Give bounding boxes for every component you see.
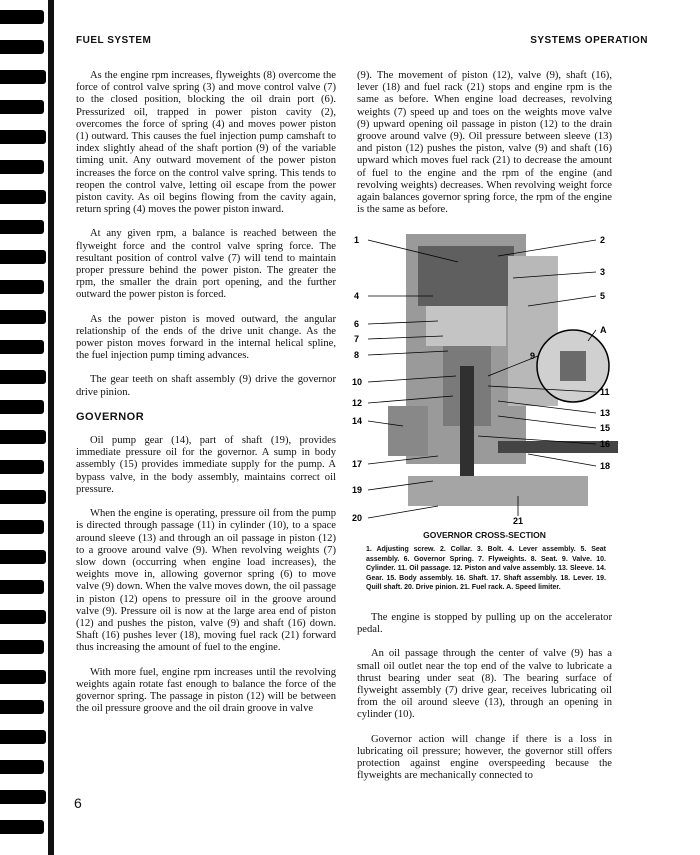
- callout-2: 2: [600, 235, 606, 245]
- paragraph: An oil passage through the center of valve (9) has a small oil outlet near the top end of the valve to lubricate a thrust bearing under seat (8). The bearing surface of flyweight assembly (7) drive gear, receives lubricating oil from the oil around sleeve (13), through an opening in cylinder (10).: [357, 648, 612, 721]
- diagram-flyweight-housing: [418, 246, 514, 306]
- callout-5: 5: [600, 291, 606, 301]
- paragraph: As the power piston is moved outward, the angular relationship of the ends of the drive unit change. As the power piston moves forward in the internal helical spline, the fuel injection pump timing advances.: [76, 313, 336, 362]
- callout-13: 13: [600, 408, 611, 418]
- figure-title: GOVERNOR CROSS-SECTION: [423, 530, 546, 540]
- section-header: FUEL SYSTEM: [76, 35, 152, 46]
- diagram-base: [408, 476, 588, 506]
- callout-21: 21: [513, 516, 524, 526]
- paragraph: With more fuel, engine rpm increases until the revolving weights again rotate fast enough to balance the force of the governor spring. The passage in piston (12) will be between the oil pressure groove and the oil drain groove in valve: [76, 666, 336, 715]
- diagram-piston: [426, 306, 506, 346]
- diagram-valve-shaft: [460, 366, 474, 486]
- callout-1: 1: [354, 235, 360, 245]
- diagram-speed-limiter-inner: [560, 351, 586, 381]
- callout-12: 12: [352, 398, 363, 408]
- paragraph: The engine is stopped by pulling up on the accelerator pedal.: [357, 612, 612, 636]
- paragraph: (9). The movement of piston (12), valve (9), shaft (16), lever (18) and fuel rack (21) stops and engine rpm is the same as before. When engine load decreases, revolving weights (7) speed up and toes on the weights move valve (9) upward opening oil passage in piston (12) to the drain groove around valve (9). Oil pressure between sleeve (13) and piston (12) pushes the piston, valve (9) and shaft (16) upward which moves fuel rack (21) to decrease the amount of fuel to the engine and the rpm of the engine (and revolving weights) decreases. When revolving weight force again balances governor spring force, the rpm of the engine is the same as before.: [357, 70, 612, 216]
- paragraph: The gear teeth on shaft assembly (9) drive the governor drive pinion.: [76, 374, 336, 398]
- paragraph: When the engine is operating, pressure oil from the pump is directed through passage (11) in cylinder (10), to a space around sleeve (13) and through an oil passage in piston (12) to a groove around valve (9). When revolving weights (7) slow down (occurring when engine load increases), the weights move in, allowing governor spring (6) to move valve (9) down. When the valve moves down, the oil passage in piston (12) opens to pressure oil in the groove around valve (9). Pressure oil is now at the large area end of piston (12) and pushes the piston, valve (9) and shaft (16) down. Shaft (16) pushes lever (18), moving fuel rack (21) forward thus increasing the amount of fuel to the engine.: [76, 508, 336, 654]
- figure-legend: 1. Adjusting screw. 2. Collar. 3. Bolt. 4. Lever assembly. 5. Seat assembly. 6. Governor Spring. 7. Flyweights. 8. Seat. 9. Valve. 10. Cylinder. 11. Oil passage. 12. Piston and valve assembly. 13. Sleeve. 14. Gear. 15. Body assembly. 16. Shaft. 17. Shaft assembly. 18. Lever. 19. Quill shaft. 20. Drive pinion. 21. Fuel rack. A. Speed limiter.: [366, 546, 606, 591]
- paragraph: As the engine rpm increases, flyweights (8) overcome the force of control valve spring (3) and move control valve (7) to the closed position, blocking the oil drain port (6). Pressurized oil, trapped in power piston cavity (2), overcomes the force of spring (4) and moves power piston (1) outward. This causes the fuel injection pump camshaft to index slightly ahead of the shaft portion (9) of the variable timing unit. Any outward movement of the power piston increases the force on the control valve spring. This tends to reopen the control valve, letting oil escape from the power piston cavity. As oil begins flowing from the cavity again, return spring (4) moves the power piston inward.: [76, 70, 336, 216]
- callout-4: 4: [354, 291, 360, 301]
- callout-6: 6: [354, 319, 360, 329]
- right-column-bottom: [357, 612, 612, 794]
- callout-7: 7: [354, 334, 360, 344]
- governor-cross-section-diagram: [348, 226, 618, 528]
- paragraph: At any given rpm, a balance is reached between the flyweight force and the control valve spring force. The resultant position of control valve (7) will tend to maintain proper pressure behind the power piston. The greater the rpm, the smaller the drain port opening, and the further outward the power piston is forced.: [76, 228, 336, 301]
- paragraph: Governor action will change if there is a loss in lubricating oil pressure; however, the governor still offers protection against engine overspeeding because the flyweights are mechanically connected to: [357, 733, 612, 782]
- callout-3: 3: [600, 267, 606, 277]
- callout-10: 10: [352, 377, 363, 387]
- callout-19: 19: [352, 485, 363, 495]
- callout-9: 9: [530, 351, 536, 361]
- callout-17: 17: [352, 459, 363, 469]
- governor-heading: GOVERNOR: [76, 410, 145, 423]
- callout-A: A: [600, 325, 607, 335]
- callout-8: 8: [354, 350, 360, 360]
- callout-11: 11: [600, 387, 610, 397]
- diagram-gear-housing: [388, 406, 428, 456]
- right-column-top: [357, 70, 612, 228]
- callout-14: 14: [352, 416, 363, 426]
- callout-15: 15: [600, 423, 611, 433]
- callout-20: 20: [352, 513, 363, 523]
- callout-16: 16: [600, 439, 611, 449]
- paragraph: Oil pump gear (14), part of shaft (19), provides immediate pressure oil for the governor. A sump in body assembly (15) provides immediate supply for the pump. A bypass valve, in the body assembly, maintains correct oil pressure.: [76, 435, 336, 495]
- chapter-header: SYSTEMS OPERATION: [530, 35, 648, 46]
- left-column: [76, 70, 336, 727]
- callout-18: 18: [600, 461, 611, 471]
- spiral-binding: [0, 0, 60, 855]
- page-number: 6: [74, 795, 82, 811]
